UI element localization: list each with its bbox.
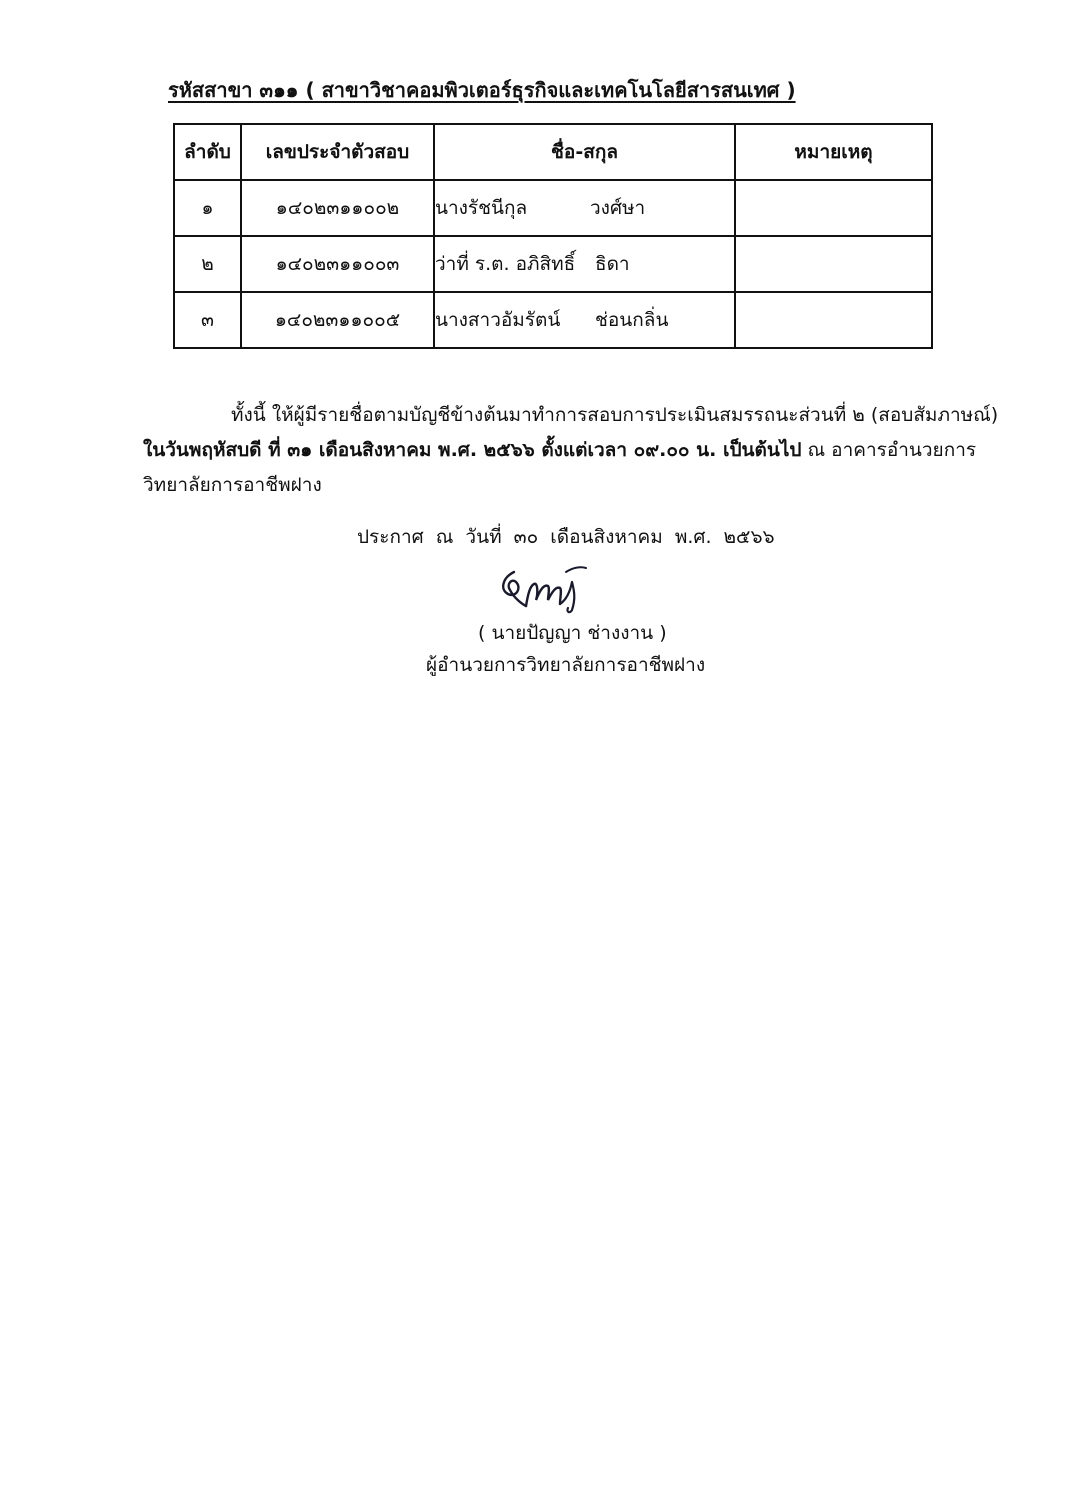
section-heading: รหัสสาขา ๓๑๑ ( สาขาวิชาคอมพิวเตอร์ธุรกิจและเทคโนโลยีสารสนเทศ )	[168, 78, 796, 102]
row-first-name: นางสาวอัมรัตน์	[435, 309, 561, 331]
signer-title: ผู้อำนวยการวิทยาลัยการอาชีพฝาง	[426, 654, 706, 676]
paragraph-line-1: ทั้งนี้ ให้ผู้มีรายชื่อตามบัญชีข้างต้นมาทำการสอบการประเมินสมรรถนะส่วนที่ ๒ (สอบสัมภาษณ์)	[231, 404, 999, 426]
table-row	[174, 236, 932, 292]
row-exam-id: ๑๔๐๒๓๑๑๐๐๕	[241, 292, 434, 348]
table-header-row	[174, 124, 932, 180]
row-first-name: ว่าที่ ร.ต. อภิสิทธิ์	[435, 253, 576, 275]
row-last-name: ธิดา	[595, 253, 630, 275]
row-no: ๑	[174, 180, 241, 236]
header-name: ชื่อ-สกุล	[434, 124, 735, 180]
row-exam-id: ๑๔๐๒๓๑๑๐๐๒	[241, 180, 434, 236]
row-last-name: ช่อนกลิ่น	[595, 309, 669, 331]
signer-name: ( นายปัญญา ช่างงาน )	[478, 622, 667, 644]
header-note: หมายเหตุ	[735, 124, 932, 180]
paragraph-line-2	[143, 433, 983, 468]
table-row	[174, 180, 932, 236]
table-row	[174, 292, 932, 348]
signature-icon	[492, 560, 592, 618]
row-no: ๒	[174, 236, 241, 292]
row-last-name: วงศ์ษา	[590, 197, 646, 219]
row-note	[735, 236, 932, 292]
announcement-date: ประกาศ ณ วันที่ ๓๐ เดือนสิงหาคม พ.ศ. ๒๕๖๖	[357, 526, 775, 548]
row-name	[434, 292, 735, 348]
paragraph-line-3: วิทยาลัยการอาชีพฝาง	[143, 474, 322, 496]
candidate-table	[173, 123, 933, 349]
row-note	[735, 180, 932, 236]
header-no: ลำดับ	[174, 124, 241, 180]
exam-location: ณ อาคารอำนวยการ	[801, 439, 977, 461]
row-name	[434, 180, 735, 236]
row-name	[434, 236, 735, 292]
row-exam-id: ๑๔๐๒๓๑๑๐๐๓	[241, 236, 434, 292]
exam-date-time: ในวันพฤหัสบดี ที่ ๓๑ เดือนสิงหาคม พ.ศ. ๒๕๖๖ ตั้งแต่เวลา ๐๙.๐๐ น. เป็นต้นไป	[143, 439, 802, 461]
row-first-name: นางรัชนีกุล	[435, 197, 528, 219]
row-no: ๓	[174, 292, 241, 348]
exam-notice-paragraph	[143, 398, 999, 503]
row-note	[735, 292, 932, 348]
header-exam-id: เลขประจำตัวสอบ	[241, 124, 434, 180]
